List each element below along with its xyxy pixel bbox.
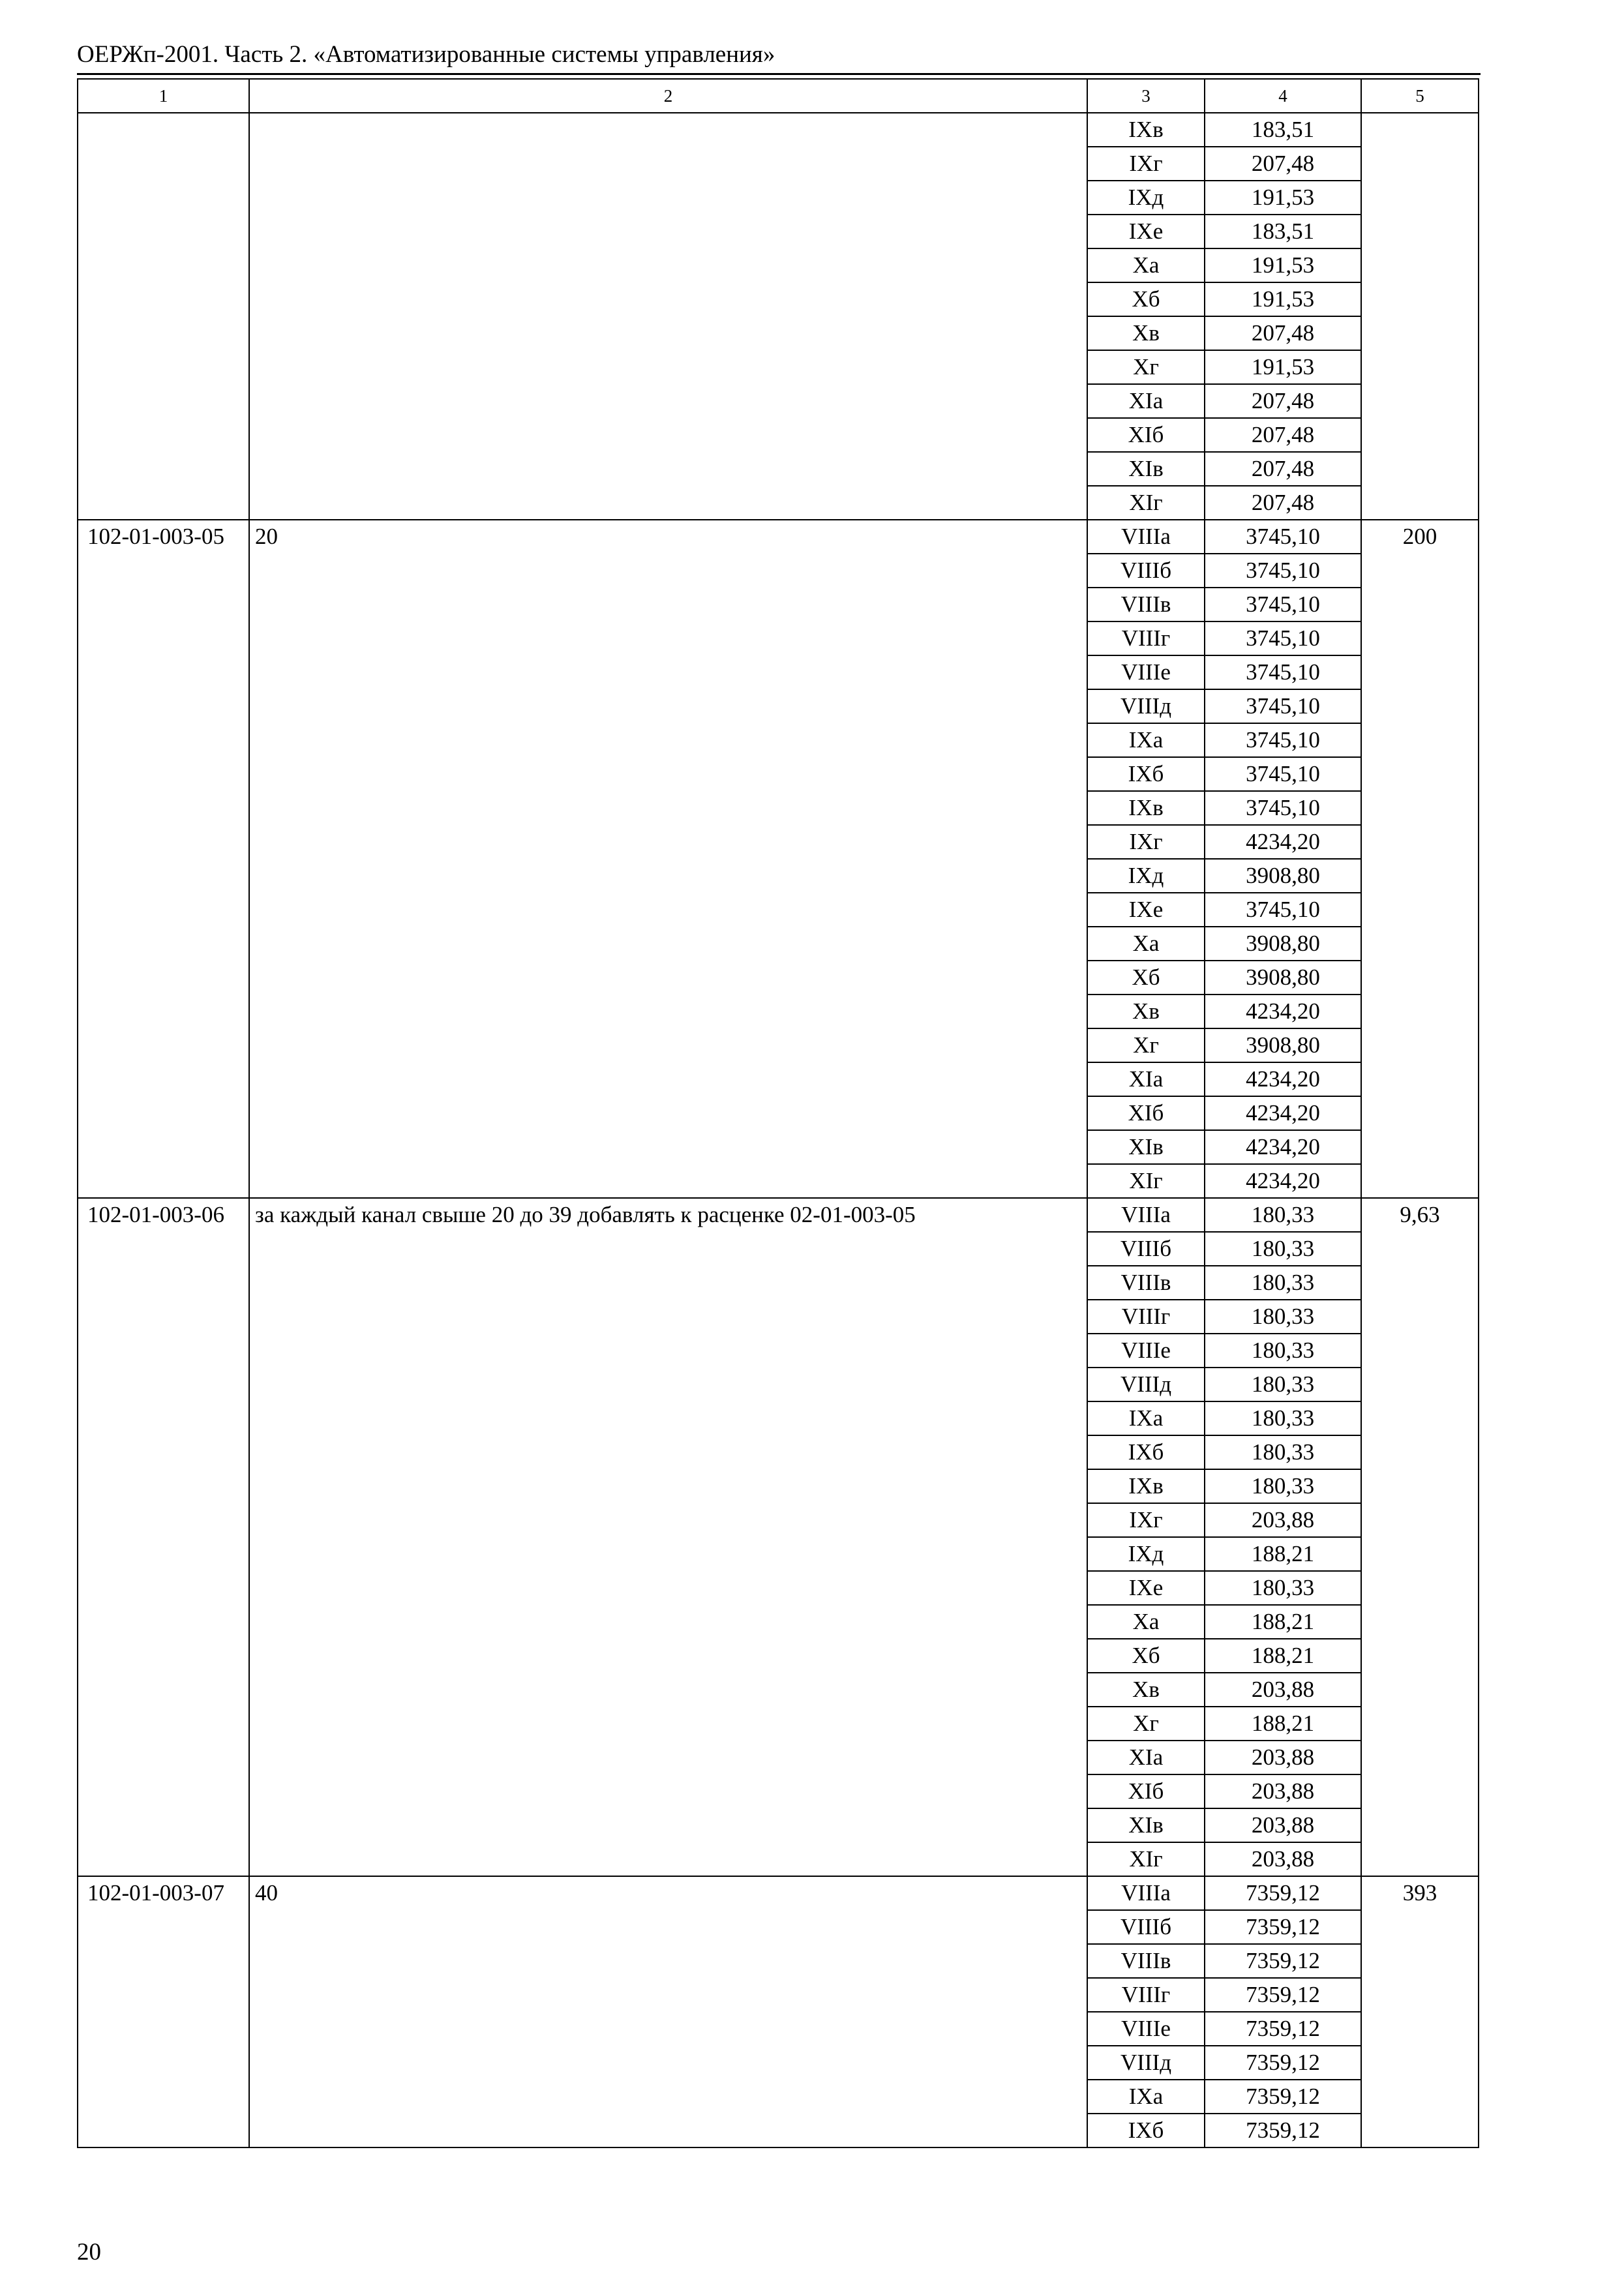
price-cell: 203,88 [1205, 1673, 1361, 1707]
category-cell: IXе [1087, 1571, 1205, 1605]
price-cell: 7359,12 [1205, 2080, 1361, 2114]
category-cell: VIIIд [1087, 2046, 1205, 2080]
category-cell: XIб [1087, 1774, 1205, 1808]
column-number-1: 1 [78, 79, 249, 113]
rate-description-cell: за каждый канал свыше 20 до 39 добавлять к расценке 02-01-003-05 [249, 1198, 1087, 1876]
category-cell: VIIIа [1087, 1876, 1205, 1910]
category-cell: Xв [1087, 1673, 1205, 1707]
price-cell: 4234,20 [1205, 1164, 1361, 1198]
price-cell: 3908,80 [1205, 961, 1361, 995]
price-cell: 3745,10 [1205, 621, 1361, 655]
category-cell: XIг [1087, 486, 1205, 520]
price-cell: 7359,12 [1205, 1944, 1361, 1978]
category-cell: IXе [1087, 215, 1205, 248]
table-body [78, 79, 1479, 2147]
category-cell: XIб [1087, 418, 1205, 452]
category-cell: XIа [1087, 384, 1205, 418]
category-cell: VIIIб [1087, 1910, 1205, 1944]
category-cell: XIг [1087, 1164, 1205, 1198]
table-row [78, 1876, 1479, 1910]
category-cell: VIIIг [1087, 1300, 1205, 1334]
category-cell: Xа [1087, 248, 1205, 282]
price-cell: 191,53 [1205, 282, 1361, 316]
category-cell: Xв [1087, 316, 1205, 350]
price-cell: 203,88 [1205, 1808, 1361, 1842]
category-cell: IXв [1087, 113, 1205, 147]
category-cell: VIIIв [1087, 1266, 1205, 1300]
price-cell: 3908,80 [1205, 859, 1361, 893]
price-cell: 3745,10 [1205, 520, 1361, 554]
category-cell: Xа [1087, 1605, 1205, 1639]
category-cell: VIIIа [1087, 520, 1205, 554]
price-cell: 183,51 [1205, 113, 1361, 147]
category-cell: VIIIв [1087, 588, 1205, 621]
category-cell: XIа [1087, 1062, 1205, 1096]
price-cell: 180,33 [1205, 1401, 1361, 1435]
price-cell: 188,21 [1205, 1537, 1361, 1571]
price-cell: 7359,12 [1205, 2046, 1361, 2080]
category-cell: VIIIв [1087, 1944, 1205, 1978]
category-cell: IXд [1087, 181, 1205, 215]
description-cell [249, 113, 1087, 520]
page-number: 20 [77, 2239, 101, 2266]
category-cell: VIIIд [1087, 689, 1205, 723]
category-cell: XIв [1087, 1808, 1205, 1842]
price-cell: 7359,12 [1205, 2114, 1361, 2147]
price-cell: 180,33 [1205, 1571, 1361, 1605]
category-cell: Xа [1087, 927, 1205, 961]
category-cell: IXв [1087, 1469, 1205, 1503]
rate-code-cell: 102-01-003-05 [78, 520, 249, 1198]
price-cell: 3745,10 [1205, 757, 1361, 791]
price-cell: 180,33 [1205, 1232, 1361, 1266]
price-cell: 203,88 [1205, 1774, 1361, 1808]
price-cell: 3745,10 [1205, 723, 1361, 757]
category-cell: XIб [1087, 1096, 1205, 1130]
price-cell: 4234,20 [1205, 1130, 1361, 1164]
price-cell: 180,33 [1205, 1266, 1361, 1300]
col5-cell [1361, 113, 1479, 520]
column-number-2: 2 [249, 79, 1087, 113]
header-rule [77, 73, 1481, 75]
price-cell: 180,33 [1205, 1300, 1361, 1334]
rate-code-cell: 102-01-003-07 [78, 1876, 249, 2147]
category-cell: XIг [1087, 1842, 1205, 1876]
table-row [78, 1198, 1479, 1232]
table-row [78, 520, 1479, 554]
price-cell: 180,33 [1205, 1469, 1361, 1503]
price-cell: 3908,80 [1205, 1028, 1361, 1062]
category-cell: IXа [1087, 1401, 1205, 1435]
column-number-row [78, 79, 1479, 113]
category-cell: Xв [1087, 995, 1205, 1028]
price-cell: 188,21 [1205, 1639, 1361, 1673]
category-cell: IXб [1087, 757, 1205, 791]
category-cell: IXб [1087, 1435, 1205, 1469]
price-cell: 191,53 [1205, 248, 1361, 282]
price-cell: 191,53 [1205, 350, 1361, 384]
price-cell: 3908,80 [1205, 927, 1361, 961]
category-cell: XIа [1087, 1741, 1205, 1774]
price-cell: 180,33 [1205, 1334, 1361, 1368]
category-cell: VIIIа [1087, 1198, 1205, 1232]
price-cell: 203,88 [1205, 1842, 1361, 1876]
price-cell: 191,53 [1205, 181, 1361, 215]
price-cell: 180,33 [1205, 1435, 1361, 1469]
price-cell: 207,48 [1205, 316, 1361, 350]
price-cell: 3745,10 [1205, 893, 1361, 927]
price-cell: 180,33 [1205, 1368, 1361, 1401]
price-cell: 207,48 [1205, 147, 1361, 181]
category-cell: IXа [1087, 723, 1205, 757]
category-cell: Xг [1087, 350, 1205, 384]
rate-description-cell: 20 [249, 520, 1087, 1198]
price-cell: 4234,20 [1205, 1062, 1361, 1096]
rate-code-cell: 102-01-003-06 [78, 1198, 249, 1876]
price-cell: 7359,12 [1205, 1876, 1361, 1910]
price-cell: 7359,12 [1205, 2012, 1361, 2046]
price-cell: 207,48 [1205, 384, 1361, 418]
category-cell: VIIIе [1087, 2012, 1205, 2046]
category-cell: IXб [1087, 2114, 1205, 2147]
code-cell [78, 113, 249, 520]
price-cell: 7359,12 [1205, 1978, 1361, 2012]
price-cell: 3745,10 [1205, 655, 1361, 689]
category-cell: Xб [1087, 282, 1205, 316]
category-cell: IXд [1087, 1537, 1205, 1571]
price-cell: 3745,10 [1205, 588, 1361, 621]
table-row [78, 113, 1479, 147]
category-cell: Xб [1087, 961, 1205, 995]
price-cell: 188,21 [1205, 1707, 1361, 1741]
column-number-3: 3 [1087, 79, 1205, 113]
category-cell: IXд [1087, 859, 1205, 893]
price-cell: 4234,20 [1205, 825, 1361, 859]
category-cell: Xб [1087, 1639, 1205, 1673]
category-cell: XIв [1087, 452, 1205, 486]
category-cell: VIIIг [1087, 1978, 1205, 2012]
price-cell: 180,33 [1205, 1198, 1361, 1232]
price-cell: 207,48 [1205, 452, 1361, 486]
col5-cell: 9,63 [1361, 1198, 1479, 1876]
category-cell: VIIIе [1087, 655, 1205, 689]
category-cell: VIIIг [1087, 621, 1205, 655]
category-cell: IXг [1087, 825, 1205, 859]
price-cell: 4234,20 [1205, 1096, 1361, 1130]
category-cell: VIIIд [1087, 1368, 1205, 1401]
col5-cell: 393 [1361, 1876, 1479, 2147]
price-cell: 4234,20 [1205, 995, 1361, 1028]
category-cell: IXг [1087, 1503, 1205, 1537]
category-cell: Xг [1087, 1707, 1205, 1741]
price-cell: 3745,10 [1205, 689, 1361, 723]
price-cell: 7359,12 [1205, 1910, 1361, 1944]
price-cell: 188,21 [1205, 1605, 1361, 1639]
category-cell: IXв [1087, 791, 1205, 825]
category-cell: IXе [1087, 893, 1205, 927]
page-header: ОЕРЖп-2001. Часть 2. «Автоматизированные системы управления» [77, 41, 775, 68]
price-cell: 207,48 [1205, 418, 1361, 452]
rate-description-cell: 40 [249, 1876, 1087, 2147]
col5-cell: 200 [1361, 520, 1479, 1198]
price-cell: 183,51 [1205, 215, 1361, 248]
category-cell: VIIIб [1087, 554, 1205, 588]
category-cell: VIIIе [1087, 1334, 1205, 1368]
column-number-4: 4 [1205, 79, 1361, 113]
category-cell: Xг [1087, 1028, 1205, 1062]
price-cell: 203,88 [1205, 1741, 1361, 1774]
column-number-5: 5 [1361, 79, 1479, 113]
category-cell: IXа [1087, 2080, 1205, 2114]
price-cell: 203,88 [1205, 1503, 1361, 1537]
price-cell: 207,48 [1205, 486, 1361, 520]
category-cell: VIIIб [1087, 1232, 1205, 1266]
rates-table [77, 78, 1479, 2148]
price-cell: 3745,10 [1205, 791, 1361, 825]
price-cell: 3745,10 [1205, 554, 1361, 588]
category-cell: IXг [1087, 147, 1205, 181]
category-cell: XIв [1087, 1130, 1205, 1164]
